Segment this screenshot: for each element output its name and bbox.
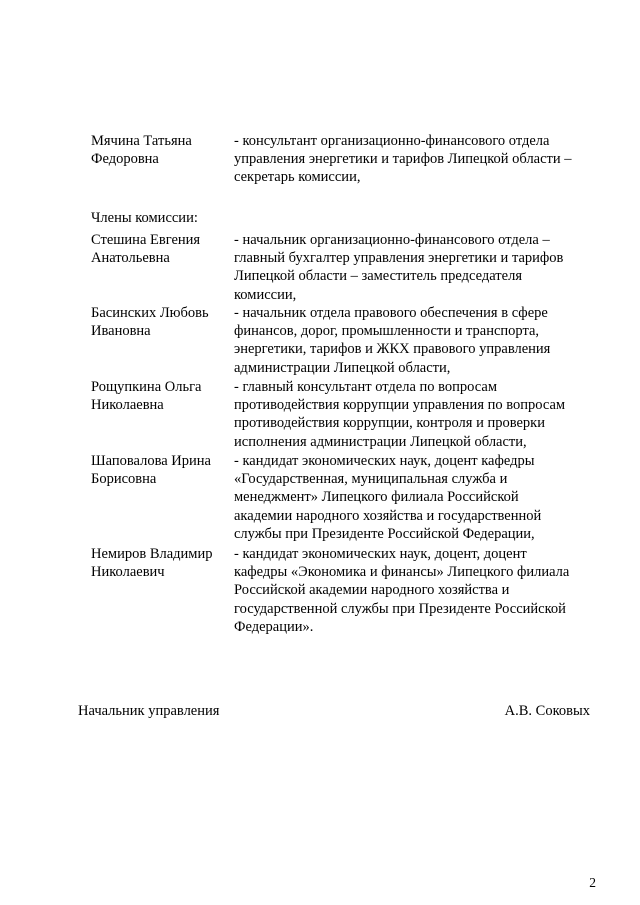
member-description [234, 378, 606, 451]
member-entry [91, 231, 611, 304]
member-name-line: Николаевич [91, 564, 165, 581]
member-desc-line: энергетики, тарифов и ЖКХ правового управления [234, 341, 551, 358]
signatory-name: А.В. Соковых [504, 703, 590, 719]
member-desc-line: государственной службы при Президенте Российской [234, 600, 566, 617]
member-name-line: Анатольевна [91, 250, 170, 267]
member-desc-line: - начальник отдела правового обеспечения в сфере [234, 305, 548, 321]
member-desc-line: - начальник организационно-финансового отдела – [234, 232, 550, 248]
member-desc-line: - кандидат экономических наук, доцент, доцент [234, 546, 527, 562]
member-entry [91, 452, 611, 543]
member-desc-line: финансов, дорог, промышленности и транспорта, [234, 323, 540, 340]
member-desc-line: Липецкой области – заместитель председателя [234, 268, 522, 285]
members-heading: Члены комиссии: [91, 210, 198, 226]
member-desc-line: менеджмент» Липецкого филиала Российской [234, 489, 519, 506]
member-desc-line: Федерации». [234, 618, 314, 635]
member-desc-line: академии народного хозяйства и государственной [234, 507, 542, 524]
member-name-line: Шаповалова Ирина [91, 453, 211, 469]
member-name [91, 378, 234, 451]
member-name-line: Борисовна [91, 471, 157, 488]
member-name [91, 231, 234, 304]
member-name-line: Басинских Любовь [91, 305, 209, 321]
member-name [91, 304, 234, 377]
member-desc-line: - кандидат экономических наук, доцент кафедры [234, 453, 535, 469]
member-description [234, 452, 606, 543]
secretary-description [234, 132, 606, 187]
member-desc-line: противодействия коррупции, контроля и проверки [234, 415, 545, 432]
secretary-name [91, 132, 234, 187]
member-name-line: Ивановна [91, 323, 151, 340]
secretary-name-line: Федоровна [91, 151, 159, 168]
page-number: 2 [589, 875, 596, 890]
member-description [234, 545, 606, 636]
member-name-line: Стешина Евгения [91, 232, 201, 248]
signatory-position: Начальник управления [78, 703, 220, 719]
member-desc-line: противодействия коррупции управления по вопросам [234, 397, 566, 414]
member-desc-line: «Государственная, муниципальная служба и [234, 471, 508, 488]
member-desc-line: главный бухгалтер управления энергетики и тарифов [234, 250, 564, 267]
member-entry [91, 378, 611, 451]
member-desc-line: кафедры «Экономика и финансы» Липецкого филиала [234, 564, 570, 581]
secretary-entry [91, 132, 611, 187]
member-name-line: Немиров Владимир [91, 546, 213, 562]
member-name-line: Рощупкина Ольга [91, 379, 202, 395]
member-desc-line: службы при Президенте Российской Федерации, [234, 525, 535, 542]
member-entry [91, 304, 611, 377]
member-name-line: Николаевна [91, 397, 164, 414]
member-desc-line: исполнения администрации Липецкой области, [234, 433, 527, 450]
secretary-desc-line: - консультант организационно-финансового отдела [234, 133, 550, 149]
member-desc-line: Российской академии народного хозяйства и [234, 582, 510, 599]
member-desc-line: администрации Липецкой области, [234, 359, 451, 376]
secretary-desc-line: секретарь комиссии, [234, 169, 361, 186]
secretary-desc-line: управления энергетики и тарифов Липецкой области – [234, 151, 572, 168]
member-desc-line: комиссии, [234, 286, 297, 303]
member-description [234, 231, 606, 304]
member-name [91, 452, 234, 543]
member-desc-line: - главный консультант отдела по вопросам [234, 379, 498, 395]
member-name [91, 545, 234, 636]
secretary-name-line: Мячина Татьяна [91, 133, 192, 149]
member-description [234, 304, 606, 377]
member-entry [91, 545, 611, 636]
